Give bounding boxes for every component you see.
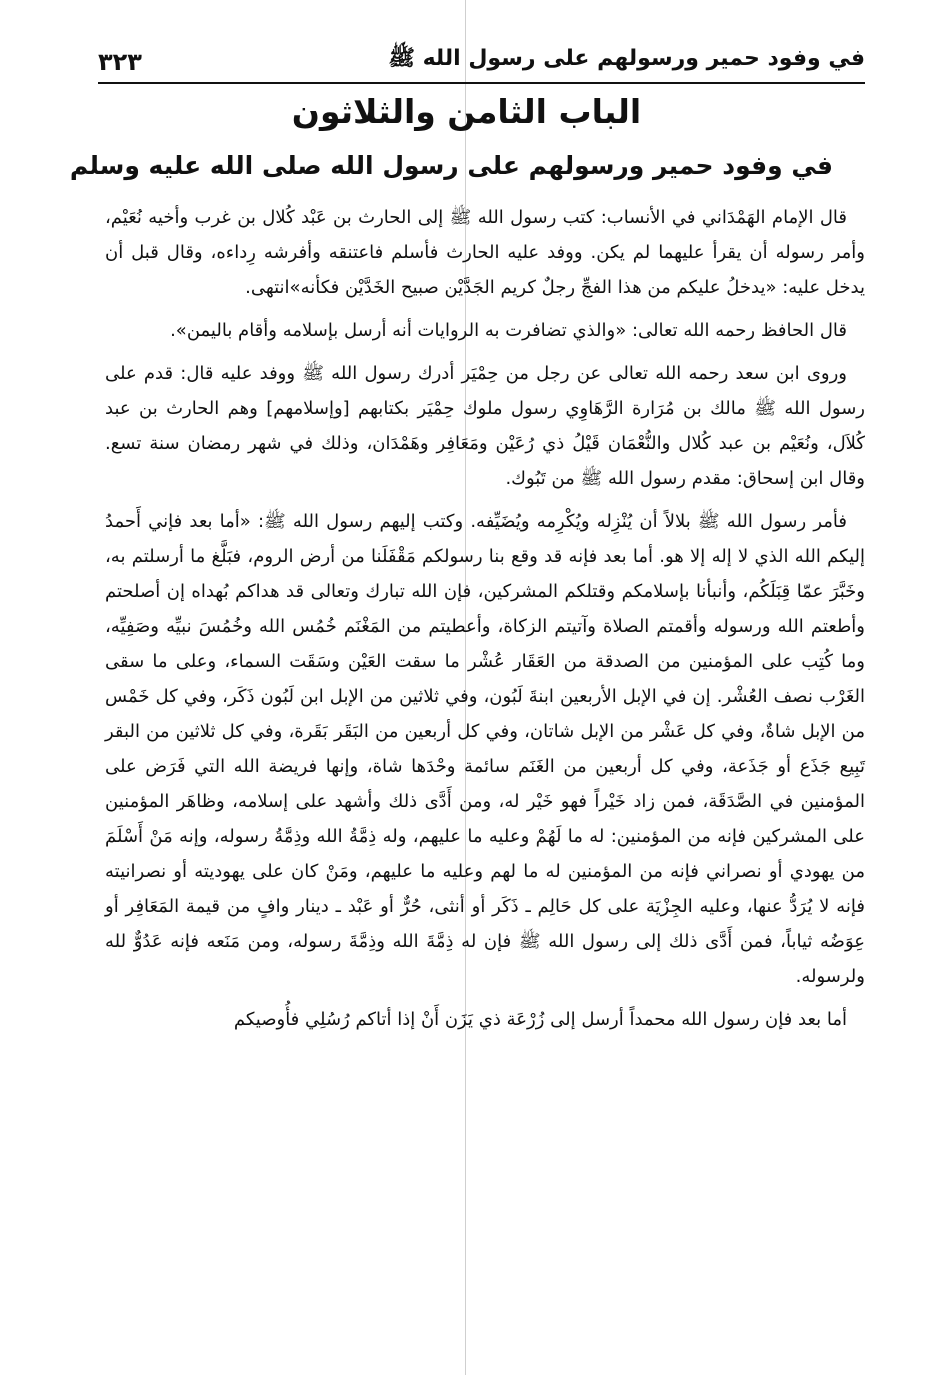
paragraph: قال الإمام الهَمْدَاني في الأنساب: كتب رسول الله ﷺ إلى الحارث بن عَبْد كُلال بن غرب وأخيه نُعَيْم، وأمر رسوله أن يقرأ عليهما لم يكن. ووفد عليه الحارث فأسلم فاعتنقه وأفرشه رِداءه، وقال قبل أن يدخل عليه: «يدخلُ عليكم من هذا الفجِّ رجلٌ كريم الجَدَّيْن صبيح الخَدَّيْن فكأنه»انتهى. — [105, 207, 865, 298]
chapter-subtitle: في وفود حمير ورسولهم على رسول الله صلى الله عليه وسلم — [69, 151, 834, 180]
running-header — [98, 36, 865, 84]
running-title: في وفود حمير ورسولهم على رسول الله ﷺ — [388, 46, 865, 71]
body-text — [105, 200, 865, 1045]
paragraph: وروى ابن سعد رحمه الله تعالى عن رجل من حِمْيَر أدرك رسول الله ﷺ ووفد عليه قال: قدم على رسول الله ﷺ مالك بن مُرَارة الرَّهَاوِي رسول ملوك حِمْيَر بكتابهم [وإسلامهم] وهم الحارث بن عبد كُلاَل، ونُعَيْم بن عبد كُلال والنُّعْمَان قَيْلُ ذي رُعَيْن ومَعَافِر وهَمْدَان، وذلك في شهر رمضان سنة تسع. وقال ابن إسحاق: مقدم رسول الله ﷺ من تَبُوك. — [105, 363, 865, 489]
chapter-title: الباب الثامن والثلاثون — [291, 92, 642, 131]
paragraph: فأمر رسول الله ﷺ بلالاً أن يُنْزِله ويُكْرِمه ويُضَيِّفه. وكتب إليهم رسول الله ﷺ: «أما بعد فإني أَحمدُ إليكم الله الذي لا إله إلا هو. أما بعد فإنه قد وقع بنا رسولكم مَقْفَلَنا من أرض الروم، فبَلَّغ ما أرسلتم به، وخَبَّرَ عمّا قِبَلَكُم، وأنبأنا بإسلامكم وقتلكم المشركين، فإن الله تبارك وتعالى قد هداكم بُهداه إن أصلحتم وأطعتم الله ورسوله وأقمتم الصلاة وآتيتم الزكاة، وأعطيتم من المَغْنَم خُمُس الله وخُمُسَ نبيِّه وصَفِيِّه، وما كُتِب على المؤمنين من الصدقة من العَقَار عُشْر ما سقت العَيْن وسَقَت السماء، وعلى ما سقى الغَرْب نصف العُشْر. إن في الإبل الأربعين ابنةَ لَبُون، وفي ثلاثين من الإبل ابن لَبُون ذَكَر، وفي كل خَمْس من الإبل شاةٌ، وفي كل عَشْر من الإبل شاتان، وفي كل أربعين من البَقَر بَقَرة، وفي كل ثلاثين من البقر تَبِيع جَذَع أو جَذَعة، وفي كل أربعين من الغَنَم سائمة وحْدَها شاة، وإنها فريضة الله التي فَرَض على المؤمنين في الصَّدَقَة، فمن زاد خَيْراً فهو خَيْر له، ومن أَدَّى ذلك وأشهد على إسلامه، وظاهَر المؤمنين على المشركين فإنه من المؤمنين: له ما لَهُمْ وعليه ما عليهم، وله ذِمَّةُ الله وذِمَّةُ رسوله، وإنه مَنْ أَسْلَمَ من يهودي أو نصراني فإنه من المؤمنين له ما لهم وعليه ما عليهم، ومَنْ كان على يهوديته أو نصرانيته فإنه لا يُرَدُّ عنها، وعليه الجِزْيَة على كل حَالِم ـ ذَكَر أو أنثى، حُرٌّ أو عَبْد ـ دينار وافٍ من قيمة المَعَافِر أو عِوَضُه ثياباً، فمن أَدَّى ذلك إلى رسول الله ﷺ فإن له ذِمَّةَ الله وذِمَّةَ رسوله، ومن مَنَعه فإنه عَدُوٌّ لله ولرسوله. — [105, 511, 865, 987]
paragraph: قال الحافظ رحمه الله تعالى: «والذي تضافرت به الروايات أنه أرسل بإسلامه وأقام باليمن». — [170, 320, 847, 341]
paragraph: أما بعد فإن رسول الله محمداً أرسل إلى زُرْعَة ذي يَزَن أَنْ إذا أتاكم رُسُلِي فأُوصيكم — [233, 1009, 847, 1030]
page-number: ٣٢٣ — [98, 48, 142, 76]
